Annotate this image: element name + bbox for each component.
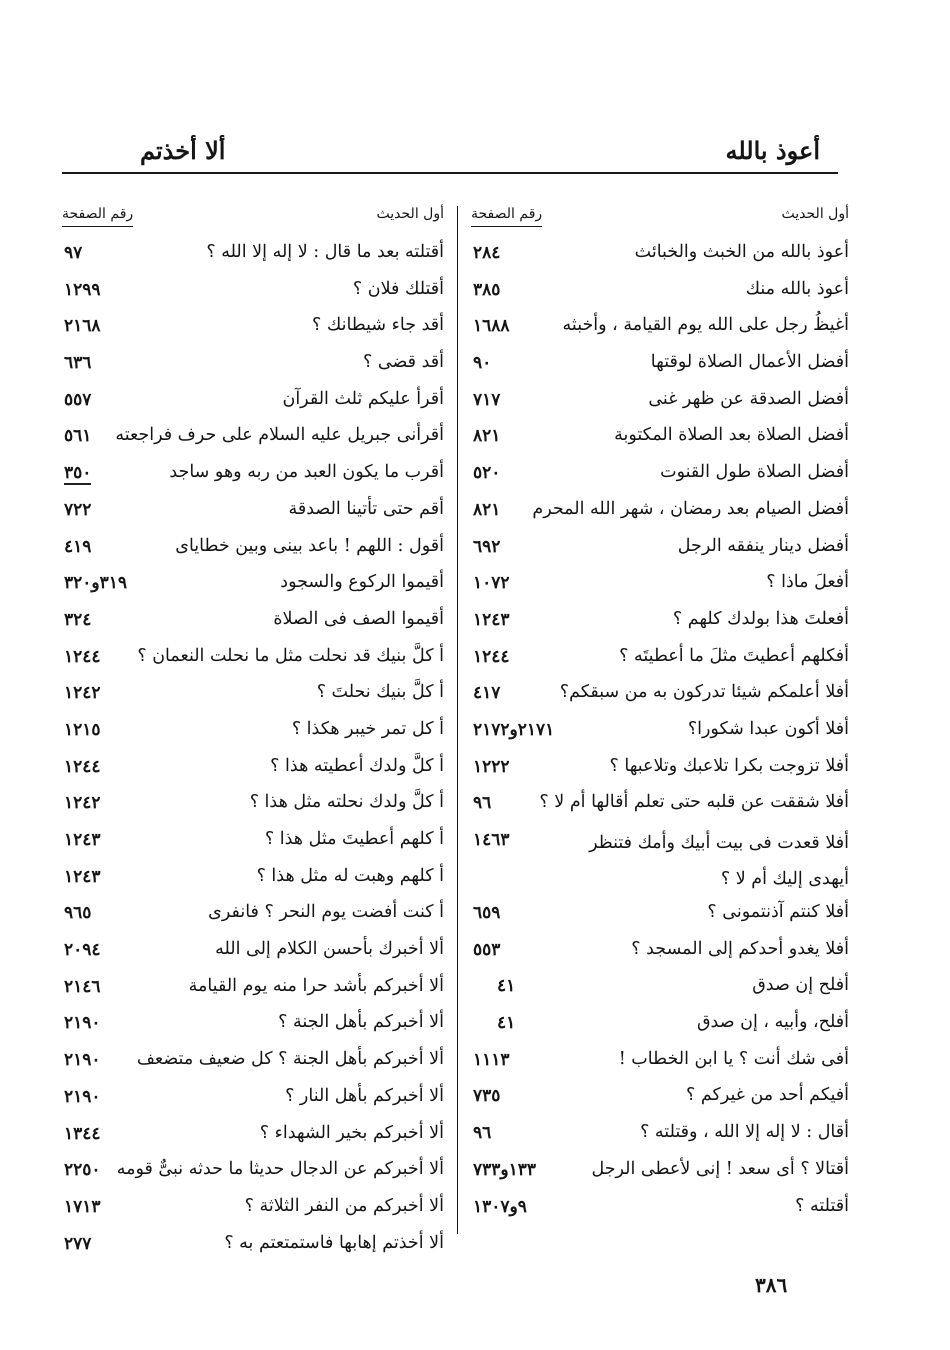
entry-page: ١٢٤٢ bbox=[64, 683, 101, 704]
index-entry bbox=[56, 1006, 454, 1043]
entry-text: أقتالا ؟ أى سعد ! إنى لأعطى الرجل bbox=[591, 1158, 849, 1179]
entry-text: أفعلتَ هذا بولدك كلهم ؟ bbox=[672, 608, 849, 629]
index-entry bbox=[465, 676, 859, 713]
entry-text: أ كلَّ ولدك أعطيته هذا ؟ bbox=[270, 755, 444, 776]
entry-text: أفضل الصدقة عن ظهر غنى bbox=[648, 388, 849, 409]
index-entry bbox=[465, 713, 859, 750]
entry-page: ٣١٩و٣٢٠ bbox=[64, 573, 128, 594]
entry-page: ٤١ bbox=[497, 1013, 516, 1034]
index-entry bbox=[465, 1079, 859, 1116]
entry-text: ألا أخبركم بخير الشهداء ؟ bbox=[259, 1122, 444, 1143]
entry-page: ٥٦١ bbox=[64, 426, 92, 447]
index-entry bbox=[56, 786, 454, 823]
entry-page: ٣٥٠ bbox=[64, 463, 92, 484]
entry-text: ألا أخبركم من النفر الثلاثة ؟ bbox=[244, 1195, 444, 1216]
entry-page: ١٢٤٣ bbox=[64, 830, 101, 850]
index-entry bbox=[465, 640, 859, 677]
entry-text: أفى شك أنت ؟ يا ابن الخطاب ! bbox=[618, 1048, 849, 1069]
entry-text: أفكلهم أعطيتَ مثلَ ما أعطيتَه ؟ bbox=[619, 645, 849, 666]
entry-text: أفلا شققت عن قلبه حتى تعلم أقالها أم لا ؟ bbox=[539, 792, 849, 813]
entry-page: ٢١٩٠ bbox=[64, 1013, 101, 1034]
entry-page: ١٢٤٤ bbox=[64, 756, 101, 777]
index-entry bbox=[465, 1153, 859, 1190]
entry-text: أقيموا الركوع والسجود bbox=[280, 572, 444, 593]
index-entry bbox=[56, 750, 454, 787]
entry-page: ١٢٤٤ bbox=[64, 646, 101, 667]
entry-page: ٦٣٦ bbox=[64, 353, 92, 374]
entry-text: أفضل الصلاة طول القنوت bbox=[660, 462, 849, 483]
entry-text: أقرب ما يكون العبد من ربه وهو ساجد bbox=[169, 462, 444, 483]
entry-page: ٦٥٩ bbox=[473, 903, 501, 923]
entry-text: ألا أخبركم بأهل النار ؟ bbox=[285, 1085, 444, 1106]
entry-page: ١٢٤٢ bbox=[64, 793, 101, 814]
entry-page: ٢١٦٨ bbox=[64, 316, 101, 337]
index-entry bbox=[465, 1043, 859, 1080]
entry-text: أقرأنى جبريل عليه السلام على حرف فراجعته bbox=[115, 425, 444, 446]
entry-page: ٢١٩٠ bbox=[64, 1050, 101, 1071]
index-entry bbox=[56, 970, 454, 1007]
entry-page: ٤١٩ bbox=[64, 536, 92, 557]
entry-page: ٣٨٥ bbox=[473, 279, 501, 300]
entry-page: ١٠٧٢ bbox=[473, 573, 510, 594]
page-number-header: رقم الصفحة bbox=[471, 206, 542, 227]
entry-page: ٢٢٥٠ bbox=[64, 1160, 101, 1181]
entry-text: أعوذ بالله منك bbox=[745, 278, 849, 299]
entry-text: أفلح، وأبيه ، إن صدق bbox=[696, 1012, 849, 1033]
entry-page: ١١١٣ bbox=[473, 1049, 510, 1070]
entry-page: ٢١٧١و٢١٧٢ bbox=[473, 719, 555, 740]
index-entry bbox=[56, 236, 454, 273]
index-entry bbox=[465, 969, 859, 1006]
entry-page: ١٢٤٣ bbox=[64, 866, 101, 887]
entry-text: أفضل الصيام بعد رمضان ، شهر الله المحرم bbox=[532, 498, 849, 519]
entry-text: أ كلهم أعطيتَ مثل هذا ؟ bbox=[264, 829, 444, 849]
entry-page: ١٢٢٢ bbox=[473, 756, 510, 777]
entry-page: ٤١٧ bbox=[473, 683, 501, 704]
index-entry bbox=[56, 1227, 454, 1264]
entry-page: ١٣٤٤ bbox=[64, 1123, 101, 1144]
entry-text: أفلا أعلمكم شيئا تدركون به من سبقكم؟ bbox=[559, 682, 849, 703]
index-entry bbox=[465, 786, 859, 823]
entry-page: ٨٢١ bbox=[473, 426, 501, 447]
entry-page: ٢٠٩٤ bbox=[64, 940, 101, 961]
right-column bbox=[465, 204, 859, 1234]
entry-page: ٢١٩٠ bbox=[64, 1086, 101, 1107]
entry-text: أ كنت أفضت يوم النحر ؟ فانفرى bbox=[208, 902, 444, 923]
entry-page: ٩٧ bbox=[64, 243, 83, 263]
entry-text: أ كل تمر خيبر هكذا ؟ bbox=[291, 718, 444, 739]
entry-page: ٢١٤٦ bbox=[64, 976, 101, 997]
entry-text: أقتلته ؟ bbox=[795, 1195, 849, 1216]
entry-text: أقول : اللهم ! باعد بينى وبين خطاياى bbox=[175, 535, 444, 556]
running-head bbox=[62, 136, 838, 174]
index-entry bbox=[465, 419, 859, 456]
index-entry bbox=[56, 896, 454, 933]
index-entry bbox=[56, 493, 454, 530]
entry-page: ٥٥٧ bbox=[64, 389, 92, 410]
entry-text: أ كلَّ بنيك نحلتَ ؟ bbox=[316, 682, 444, 703]
entry-page: ٩٠ bbox=[473, 353, 492, 374]
entry-page: ٧٣٥ bbox=[473, 1086, 501, 1107]
index-entry bbox=[56, 860, 454, 897]
entry-text: أقتلته بعد ما قال : لا إله إلا الله ؟ bbox=[206, 242, 444, 262]
column-header bbox=[56, 204, 454, 236]
entry-text: أغيظُ رجل على الله يوم القيامة ، وأخبثه bbox=[562, 315, 849, 336]
index-entry bbox=[465, 933, 859, 970]
entry-page: ٩و١٣٠٧ bbox=[473, 1196, 527, 1217]
entry-text: أفلا تزوجت بكرا تلاعبك وتلاعبها ؟ bbox=[609, 755, 849, 776]
entry-text: أفلا قعدت فى بيت أبيك وأمك فتنظر أيهدى إليك أم لا ؟ bbox=[589, 833, 849, 889]
index-entry bbox=[56, 676, 454, 713]
entry-text: أفعلَ ماذا ؟ bbox=[766, 572, 849, 593]
left-column bbox=[56, 204, 454, 1254]
index-entry bbox=[465, 1006, 859, 1043]
first-words-header: أول الحديث bbox=[376, 206, 444, 222]
index-entry bbox=[465, 750, 859, 787]
entry-text: أقد قضى ؟ bbox=[363, 352, 444, 373]
entry-page: ٥٢٠ bbox=[473, 463, 501, 484]
entry-text: أفلا كنتم آذنتمونى ؟ bbox=[707, 902, 849, 922]
index-entry bbox=[56, 456, 454, 493]
index-entry bbox=[465, 823, 859, 896]
entry-page: ٧٢٢ bbox=[64, 499, 92, 520]
running-head-right: أعوذ بالله bbox=[725, 136, 820, 165]
entry-page: ١٢٩٩ bbox=[64, 279, 101, 300]
index-entry bbox=[465, 566, 859, 603]
column-divider bbox=[457, 206, 458, 1234]
entry-page: ١٦٨٨ bbox=[473, 316, 510, 337]
index-entry bbox=[56, 1117, 454, 1154]
entry-page: ٢٨٤ bbox=[473, 243, 501, 263]
index-entry bbox=[56, 1080, 454, 1117]
entry-text: ألا أخبركم بأهل الجنة ؟ bbox=[278, 1012, 444, 1033]
entry-page: ١٧١٣ bbox=[64, 1196, 101, 1217]
entry-text: أقم حتى تأتينا الصدقة bbox=[288, 498, 444, 519]
index-entry bbox=[56, 1153, 454, 1190]
entry-text: أفلا يغدو أحدكم إلى المسجد ؟ bbox=[631, 938, 849, 959]
entry-text: ألا أخبركم بأشد حرا منه يوم القيامة bbox=[188, 975, 444, 996]
entry-page: ٦٩٢ bbox=[473, 536, 501, 557]
index-entry bbox=[465, 1190, 859, 1227]
column-header bbox=[465, 204, 859, 236]
entry-text: أفضل الأعمال الصلاة لوقتها bbox=[650, 352, 849, 373]
index-entry bbox=[465, 493, 859, 530]
running-head-left: ألا أخذتم bbox=[140, 136, 226, 165]
entry-page: ٧١٧ bbox=[473, 389, 501, 410]
first-words-header: أول الحديث bbox=[781, 206, 849, 222]
entry-text: أقد جاء شيطانك ؟ bbox=[311, 315, 444, 336]
entry-text: أقال : لا إله إلا الله ، وقتلته ؟ bbox=[640, 1122, 849, 1143]
index-entry bbox=[56, 530, 454, 567]
index-entry bbox=[56, 640, 454, 677]
index-entry bbox=[465, 1116, 859, 1153]
index-entry bbox=[56, 273, 454, 310]
entry-text: ألا أخذتم إهابها فاستمتعتم به ؟ bbox=[224, 1232, 444, 1253]
index-entry bbox=[56, 823, 454, 860]
page-folio: ٣٨٦ bbox=[755, 1273, 788, 1297]
index-entry bbox=[465, 309, 859, 346]
entry-page: ٩٦٥ bbox=[64, 903, 92, 924]
entry-page: ٤١ bbox=[497, 976, 516, 997]
entry-text: ألا أخبرك بأحسن الكلام إلى الله bbox=[215, 939, 444, 960]
entry-text: أ كلَّ ولدك نحلته مثل هذا ؟ bbox=[249, 792, 444, 813]
entry-text: أ كلَّ بنيك قد نحلت مثل ما نحلت النعمان ؟ bbox=[137, 645, 444, 666]
index-entry bbox=[56, 383, 454, 420]
index-entry bbox=[465, 383, 859, 420]
index-entry bbox=[56, 566, 454, 603]
entry-text: أقيموا الصف فى الصلاة bbox=[273, 608, 444, 629]
entry-text: أقتلك فلان ؟ bbox=[352, 278, 444, 299]
entry-text: ألا أخبركم بأهل الجنة ؟ كل ضعيف متضعف bbox=[136, 1049, 444, 1070]
entry-page: ١٣٣و٧٣٣ bbox=[473, 1159, 537, 1180]
index-entry bbox=[56, 933, 454, 970]
index-entry bbox=[56, 309, 454, 346]
entry-text: أعوذ بالله من الخبث والخبائث bbox=[634, 242, 849, 262]
index-entry bbox=[465, 603, 859, 640]
entry-page: ٩٦ bbox=[473, 793, 492, 814]
index-entry bbox=[56, 346, 454, 383]
entry-text: ألا أخبركم عن الدجال حديثا ما حدثه نبىٌّ قومه bbox=[116, 1159, 444, 1180]
entry-page: ٢٧٧ bbox=[64, 1233, 92, 1254]
entry-page: ١٢٤٣ bbox=[473, 609, 510, 630]
entry-text: أفلا أكون عبدا شكورا؟ bbox=[687, 718, 849, 739]
entry-text: أ كلهم وهبت له مثل هذا ؟ bbox=[256, 865, 444, 886]
index-entry bbox=[465, 346, 859, 383]
page-number-header: رقم الصفحة bbox=[62, 206, 133, 227]
index-entry bbox=[465, 236, 859, 273]
entry-page: ٩٦ bbox=[473, 1123, 492, 1144]
index-entry bbox=[465, 896, 859, 933]
entry-page: ١٢١٥ bbox=[64, 719, 101, 740]
entry-text: أفضل دينار ينفقه الرجل bbox=[677, 535, 849, 556]
index-entry bbox=[56, 1190, 454, 1227]
index-entry bbox=[56, 603, 454, 640]
index-entry bbox=[56, 419, 454, 456]
entry-page: ٨٢١ bbox=[473, 499, 501, 520]
entry-text: أقرأ عليكم ثلث القرآن bbox=[282, 388, 444, 409]
entry-page: ٥٥٣ bbox=[473, 939, 501, 960]
entry-text: أفضل الصلاة بعد الصلاة المكتوبة bbox=[614, 425, 849, 446]
index-entry bbox=[465, 273, 859, 310]
entry-page: ١٢٤٤ bbox=[473, 646, 510, 667]
entry-page: ١٤٦٣ bbox=[473, 830, 510, 850]
index-entry bbox=[465, 456, 859, 493]
entry-text: أفلح إن صدق bbox=[752, 975, 849, 996]
index-entry bbox=[56, 1043, 454, 1080]
entry-text: أفيكم أحد من غيركم ؟ bbox=[686, 1085, 849, 1106]
index-entry bbox=[465, 530, 859, 567]
entry-page: ٣٢٤ bbox=[64, 609, 92, 630]
index-entry bbox=[56, 713, 454, 750]
